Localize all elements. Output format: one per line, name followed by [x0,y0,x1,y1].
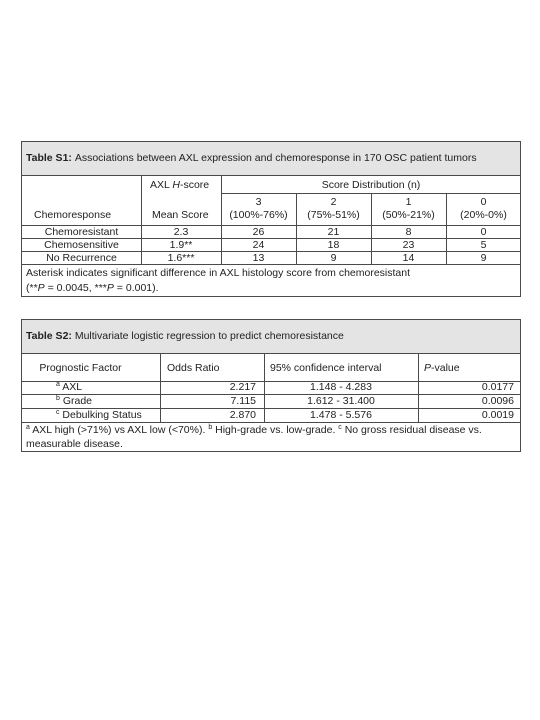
score-2-range: (75%-51%) [307,209,360,221]
row-ci: 1.478 - 5.576 [310,409,372,421]
row-p: 0.0019 [481,409,514,421]
score-1-num: 1 [405,196,412,208]
table-s1-footnote-line2: (**P = 0.0045, ***P = 0.001). [26,282,159,294]
row-odds: 2.217 [229,381,256,393]
p-value-header: P-value [424,362,460,374]
table-s2-label: Table S2: [26,330,72,343]
chemoresponse-header: Chemoresponse [34,209,112,221]
prognostic-factor-header: Prognostic Factor [39,362,122,374]
axl-hscore-header: AXL H-score [150,179,210,191]
row-score-1: 8 [405,226,412,238]
score-0-num: 0 [480,196,487,208]
row-score-1: 23 [402,239,415,251]
row-ci: 1.148 - 4.283 [310,381,372,393]
row-score-3: 13 [252,252,265,264]
score-0-range: (20%-0%) [460,209,507,221]
row-score-0: 0 [480,226,487,238]
mean-score-header: Mean Score [152,209,209,221]
row-score-0: 5 [480,239,487,251]
divider [22,422,520,423]
table-s1-title: Associations between AXL expression and chemoresponse in 170 OSC patient tumors [74,152,477,165]
divider [22,264,520,265]
table-s1 [21,141,521,297]
divider [22,394,520,395]
row-ci: 1.612 - 31.400 [307,395,375,407]
row-score-3: 26 [252,226,265,238]
row-score-1: 14 [402,252,415,264]
ci-header: 95% confidence interval [270,362,382,374]
row-p: 0.0096 [481,395,514,407]
odds-ratio-header: Odds Ratio [167,362,220,374]
row-label: Chemoresistant [44,226,119,238]
score-distribution-header: Score Distribution (n) [321,179,421,191]
row-mean: 1.6*** [167,252,195,264]
row-p: 0.0177 [481,381,514,393]
score-2-num: 2 [330,196,337,208]
row-odds: 7.115 [230,395,256,407]
row-factor: $^b$ Grade [56,395,93,407]
score-1-range: (50%-21%) [382,209,435,221]
row-score-2: 21 [327,226,340,238]
table-s2-title: Multivariate logistic regression to predict chemoresistance [74,330,344,343]
row-odds: 2.870 [229,409,256,421]
row-mean: 2.3 [173,226,189,238]
table-s1-footnote-line1: Asterisk indicates significant difference in AXL histology score from chemoresistant [26,267,411,279]
row-score-2: 9 [330,252,337,264]
table-s2 [21,319,521,452]
row-factor: $^a$ AXL [56,381,83,393]
row-score-3: 24 [252,239,265,251]
score-3-range: (100%-76%) [229,209,288,221]
table-s1-caption [22,142,520,176]
row-mean: 1.9** [169,239,193,251]
row-label: Chemosensitive [44,239,119,251]
row-factor: $^c$ Debulking Status [56,409,142,421]
table-s2-footnote-line1: $^a$ AXL high (>71%) vs AXL low (<70%). $^b$ High-grade vs. low-grade. $^c$ No gross residual disease vs. [26,424,482,436]
table-s2-footnote-line2: measurable disease. [26,438,123,450]
table-s2-caption [22,320,520,354]
row-score-2: 18 [327,239,340,251]
table-s1-label: Table S1: [26,152,72,165]
row-label: No Recurrence [46,252,117,264]
score-3-num: 3 [255,196,262,208]
divider [141,176,142,264]
row-score-0: 9 [480,252,487,264]
